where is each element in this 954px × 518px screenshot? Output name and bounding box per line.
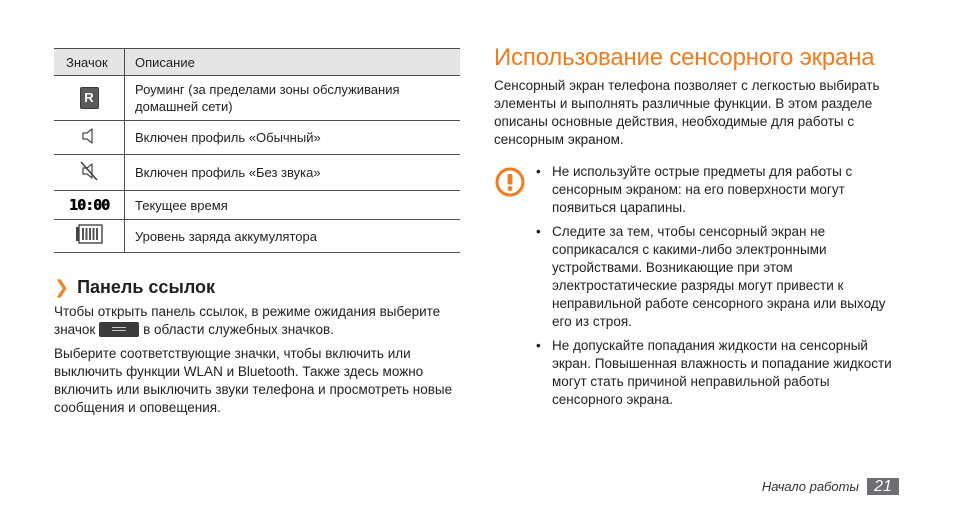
section-heading bbox=[54, 276, 460, 298]
list-item-text: Не допускайте попадания жидкости на сенсорный экран. Повышенная влажность и попадание жидкости могут стать причиной неправильной работы сенсорного экрана. bbox=[552, 338, 892, 407]
list-item bbox=[536, 223, 904, 331]
speaker-icon bbox=[81, 127, 97, 145]
icon-table bbox=[54, 48, 460, 253]
speaker-muted-icon bbox=[79, 160, 99, 182]
section-title: Панель ссылок bbox=[77, 277, 216, 297]
section-paragraph-1 bbox=[54, 303, 460, 339]
clock-icon: 10:00 bbox=[68, 196, 110, 214]
bullet: • bbox=[536, 164, 541, 179]
warning-block bbox=[494, 163, 904, 409]
page-title: Использование сенсорного экрана bbox=[494, 44, 875, 71]
table-cell-icon bbox=[54, 76, 125, 121]
list-item-text: Следите за тем, чтобы сенсорный экран не соприкасался с какими-либо электронными устройствами. Возникающие при этом электростатические разряды могут привести к неправильной работе сенсорного экрана или выходу его из строя. bbox=[552, 224, 886, 329]
table-cell-description: Роуминг (за пределами зоны обслуживания домашней сети) bbox=[125, 76, 461, 121]
list-item bbox=[536, 163, 904, 217]
right-column bbox=[494, 42, 904, 415]
paragraph-text: Чтобы открыть панель ссылок, в режиме ожидания выберите значок bbox=[54, 304, 441, 337]
shortcut-panel-icon bbox=[99, 322, 139, 337]
list-item bbox=[536, 337, 904, 409]
table-cell-icon bbox=[54, 121, 125, 155]
left-column bbox=[54, 48, 460, 417]
table-header-description: Описание bbox=[125, 49, 461, 76]
list-item-text: Не используйте острые предметы для работы с сенсорным экраном: на его поверхности могут появиться царапины. bbox=[552, 164, 853, 215]
table-cell-description: Уровень заряда аккумулятора bbox=[125, 220, 461, 253]
paragraph-text: в области служебных значков. bbox=[143, 322, 334, 337]
bullet: • bbox=[536, 338, 541, 353]
section-paragraph-2: Выберите соответствующие значки, чтобы включить или выключить функции WLAN и Bluetooth. Также здесь можно включить или выключить звуки телефона и просмотреть новые сообщения и оповещения. bbox=[54, 346, 453, 415]
page-number: 21 bbox=[867, 478, 899, 495]
table-cell-icon bbox=[54, 191, 125, 220]
table-row bbox=[54, 220, 460, 253]
table-row bbox=[54, 121, 460, 155]
table-row bbox=[54, 155, 460, 191]
intro-paragraph: Сенсорный экран телефона позволяет с легкостью выбирать элементы и выполнять различные функции. В этом разделе описаны основные действия, необходимые для работы с сенсорным экраном. bbox=[494, 78, 880, 147]
bullet: • bbox=[536, 224, 541, 239]
table-cell-description: Текущее время bbox=[125, 191, 461, 220]
chevron-right-icon: ❯ bbox=[54, 277, 70, 297]
roaming-icon: R bbox=[80, 87, 99, 109]
table-cell-description: Включен профиль «Без звука» bbox=[125, 155, 461, 191]
footer-section-label: Начало работы bbox=[761, 479, 859, 494]
table-cell-icon bbox=[54, 220, 125, 253]
warning-list bbox=[494, 163, 904, 409]
table-header-row bbox=[54, 49, 460, 76]
page-footer bbox=[762, 478, 899, 495]
table-row bbox=[54, 191, 460, 220]
table-cell-description: Включен профиль «Обычный» bbox=[125, 121, 461, 155]
table-header-icon: Значок bbox=[54, 49, 125, 76]
warning-icon bbox=[495, 167, 525, 197]
battery-icon bbox=[75, 224, 103, 244]
table-row bbox=[54, 76, 460, 121]
table-cell-icon bbox=[54, 155, 125, 191]
